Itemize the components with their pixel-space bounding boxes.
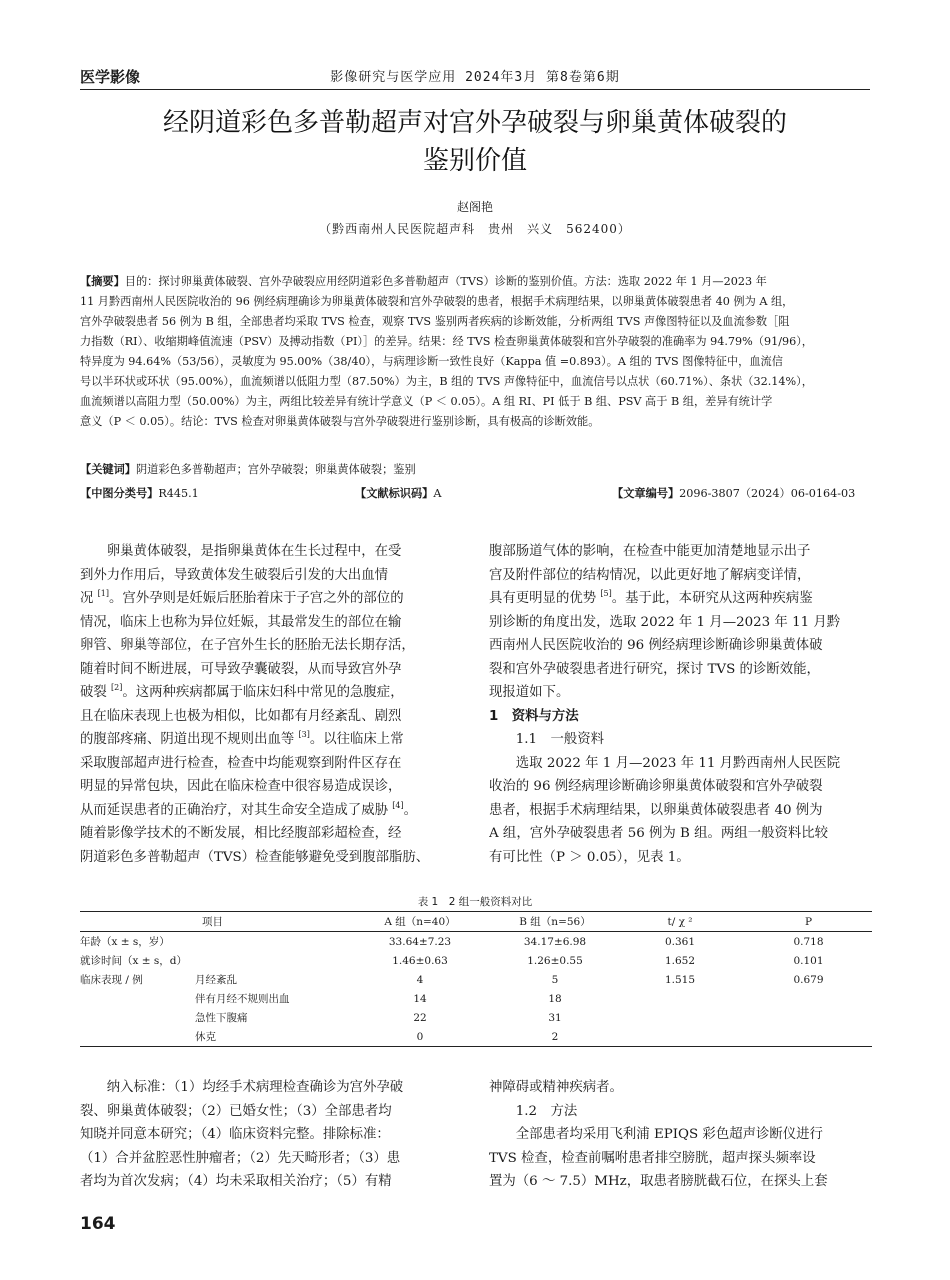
affiliation: （黔西南州人民医院超声科 贵州 兴义 562400） — [319, 222, 631, 236]
body-line: 别诊断的角度出发，选取 2022 年 1 月—2023 年 11 月黔 — [489, 614, 841, 630]
table-row: 休克 0 2 — [80, 1027, 872, 1047]
body-line: 裂、卵巢黄体破裂；（2）已婚女性；（3）全部患者均 — [80, 1103, 392, 1119]
table-row: 急性下腹痛 22 31 — [195, 1011, 562, 1024]
title-line: 鉴别价值 — [422, 146, 527, 176]
abstract-line: 血流频谱以高阻力型（50.00%）为主，两组比较差异有统计学意义（P ＜ 0.05）。A 组 RI、PI 低于 B 组、PSV 高于 B 组，差异有统计学 — [80, 395, 773, 408]
body-line: 有可比性（P ＞ 0.05），见表 1。 — [489, 849, 690, 865]
right-column-bottom — [489, 1076, 873, 1194]
abstract — [80, 272, 872, 432]
table-header-row — [80, 912, 872, 932]
abstract-line: 力指数（RI）、收缩期峰值流速（PSV）及搏动指数（PI）］的差异。结果：经 TVS 检查卵巢黄体破裂和宫外孕破裂的准确率为 94.79%（91/96）， — [80, 335, 813, 348]
body-line: 现报道如下。 — [489, 685, 570, 700]
body-line: 宫及附件部位的结构情况，以此更好地了解病变详情， — [489, 567, 811, 583]
body-line: 到外力作用后，导致黄体发生破裂后引发的大出血情 — [80, 567, 388, 583]
section-label: 医学影像 — [80, 68, 141, 86]
body-line: 情况，临床上也称为异位妊娠，其最常发生的部位在输 — [80, 614, 402, 630]
abstract-line: 11 月黔西南州人民医院收治的 96 例经病理确诊为卵巢黄体破裂和宫外孕破裂的患者，根据手术病理结果，以卵巢黄体破裂患者 40 例为 A 组， — [80, 295, 794, 308]
table-row: 临床表现 / 例 月经紊乱 4 5 1.515 0.679 — [80, 973, 824, 986]
body-line: 西南州人民医院收治的 96 例经病理诊断确诊卵巢黄体破 — [489, 638, 823, 653]
abstract-line: 意义（P ＜ 0.05）。结论：TVS 检查对卵巢黄体破裂与宫外孕破裂进行鉴别诊断，具有极高的诊断效能。 — [80, 415, 600, 428]
body-line: 全部患者均采用飞利浦 EPIQS 彩色超声诊断仪进行 — [489, 1127, 823, 1142]
subsection-heading: 1.2 方法 — [489, 1103, 578, 1119]
table-header-cell: B 组（n=56） — [519, 916, 591, 928]
page-number: 164 — [80, 1214, 116, 1234]
document-code: 【文献标识码】A — [355, 487, 442, 500]
citation-marker: [4] — [392, 800, 404, 810]
header-rule — [80, 89, 870, 90]
body-line: （1）合并盆腔恶性肿瘤者；（2）先天畸形者；（3）患 — [80, 1150, 401, 1166]
body-line: 卵巢黄体破裂，是指卵巢黄体在生长过程中，在受 — [80, 544, 402, 559]
table-1 — [80, 911, 872, 1047]
body-line: 置为（6 ～ 7.5）MHz，取患者膀胱截石位，在探头上套 — [489, 1174, 828, 1189]
article-number: 【文章编号】2096-3807（2024）06-0164-03 — [612, 487, 856, 500]
body-line: A 组，宫外孕破裂患者 56 例为 B 组。两组一般资料比较 — [489, 826, 829, 841]
citation-marker: [5] — [600, 589, 612, 598]
body-line: 破裂 [2]。这两种疾病都属于临床妇科中常见的急腹症， — [80, 683, 404, 700]
body-line: 选取 2022 年 1 月—2023 年 11 月黔西南州人民医院 — [489, 755, 841, 771]
clc-number: 【中图分类号】R445.1 — [80, 487, 199, 500]
body-line: 具有更明显的优势 [5]。基于此，本研究从这两种疾病鉴 — [489, 589, 813, 606]
citation-marker: [3] — [298, 730, 310, 739]
body-line: 裂和宫外孕破裂患者进行研究，探讨 TVS 的诊断效能， — [489, 661, 820, 677]
abstract-line: 【摘要】目的：探讨卵巢黄体破裂、宫外孕破裂应用经阴道彩色多普勒超声（TVS）诊断的鉴别价值。方法：选取 2022 年 1 月—2023 年 — [80, 275, 767, 288]
body-line: 知晓并同意本研究；（4）临床资料完整。排除标准： — [80, 1127, 390, 1142]
subsection-heading: 1.1 一般资料 — [489, 732, 605, 747]
section-heading: 1 资料与方法 — [489, 708, 579, 724]
article-title — [80, 104, 870, 180]
body-line: 纳入标准：（1）均经手术病理检查确诊为宫外孕破 — [80, 1080, 404, 1095]
body-line: 的腹部疼痛、阴道出现不规则出血等 [3]。以往临床上常 — [80, 730, 404, 747]
right-column-top — [489, 540, 873, 869]
body-line: 者均为首次发病；（4）均未采取相关治疗；（5）有精 — [80, 1174, 392, 1189]
body-line: TVS 检查，检查前嘱咐患者排空膀胱，超声探头频率设 — [489, 1150, 816, 1166]
table-header-cell: P — [804, 915, 813, 928]
author: 赵阁艳 — [456, 200, 493, 214]
body-line: 患者，根据手术病理结果，以卵巢黄体破裂患者 40 例为 — [489, 802, 823, 818]
keywords — [80, 460, 872, 480]
keywords-label: 【关键词】 — [80, 463, 136, 476]
table-header-cell: A 组（n=40） — [384, 916, 456, 928]
body-line: 神障碍或精神疾病者。 — [489, 1080, 623, 1095]
body-line: 阴道彩色多普勒超声（TVS）检查能够避免受到腹部脂肪、 — [80, 849, 430, 865]
body-line: 随着时间不断进展，可导致孕囊破裂，从而导致宫外孕 — [80, 661, 402, 677]
left-column-bottom — [80, 1076, 464, 1194]
table-caption: 表 1 2 组一般资料对比 — [417, 896, 533, 908]
title-line: 经阴道彩色多普勒超声对宫外孕破裂与卵巢黄体破裂的 — [162, 108, 787, 138]
table-row: 年龄（x ± s，岁） 33.64±7.23 34.17±6.98 0.361 0.718 — [80, 935, 824, 948]
table-row: 就诊时间（x ± s，d） 1.46±0.63 1.26±0.55 1.652 0.101 — [80, 954, 824, 967]
body-line: 卵管、卵巢等部位，在子宫外生长的胚胎无法长期存活， — [80, 638, 415, 653]
left-column-top — [80, 540, 464, 869]
journal-info: 影像研究与医学应用 2024年3月 第8卷第6期 — [330, 70, 620, 85]
body-line: 腹部肠道气体的影响，在检查中能更加清楚地显示出子 — [489, 544, 811, 559]
body-line: 从而延误患者的正确治疗，对其生命安全造成了威胁 [4]。 — [80, 800, 417, 818]
abstract-line: 号以半环状或环状（95.00%），血流频谱以低阻力型（87.50%）为主，B 组的 TVS 声像特征中，血流信号以点状（60.71%）、条状（32.14%）， — [80, 375, 813, 388]
citation-marker: [2] — [111, 683, 123, 692]
table-header-cell: 项目 — [202, 916, 223, 928]
body-line: 收治的 96 例经病理诊断确诊卵巢黄体破裂和宫外孕破裂 — [489, 779, 823, 794]
abstract-label: 【摘要】 — [80, 275, 125, 288]
body-line: 况 [1]。宫外孕则是妊娠后胚胎着床于子宫之外的部位的 — [80, 589, 404, 606]
table-header-cell: t/ χ ² — [667, 915, 693, 928]
table-row: 伴有月经不规则出血 14 18 — [195, 992, 562, 1005]
body-line: 采取腹部超声进行检查，检查中均能观察到附件区存在 — [80, 755, 402, 771]
body-line: 明显的异常包块，因此在临床检查中很容易造成误诊， — [80, 779, 402, 794]
abstract-line: 宫外孕破裂患者 56 例为 B 组，全部患者均采取 TVS 检查，观察 TVS 鉴别两者疾病的诊断效能，分析两组 TVS 声像图特征以及血流参数［阻 — [80, 315, 790, 328]
body-line: 随着影像学技术的不断发展，相比经腹部彩超检查，经 — [80, 826, 402, 841]
abstract-line: 特异度为 94.64%（53/56），灵敏度为 95.00%（38/40），与病理诊断一致性良好（Kappa 值 =0.893）。A 组的 TVS 图像特征中，血流信 — [80, 355, 783, 368]
citation-marker: [1] — [97, 589, 109, 598]
body-line: 且在临床表现上也极为相似，比如都有月经紊乱、剧烈 — [80, 708, 402, 724]
keywords-text: 阴道彩色多普勒超声；宫外孕破裂；卵巢黄体破裂；鉴别 — [135, 463, 416, 476]
